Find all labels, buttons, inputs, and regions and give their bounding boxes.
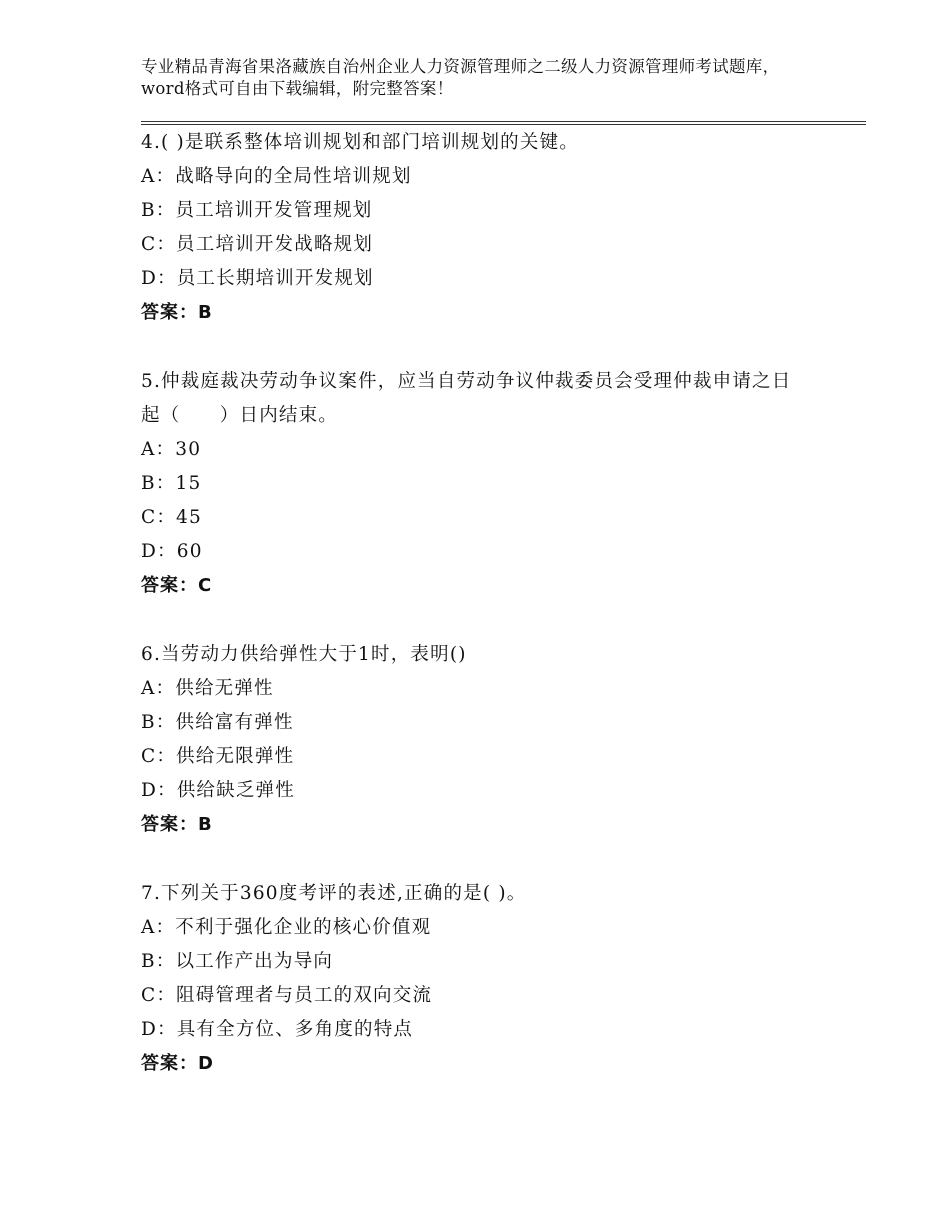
- answer-label: 答案：C: [141, 575, 213, 596]
- option-d: D：具有全方位、多角度的特点: [141, 1019, 414, 1040]
- option-b: B：15: [141, 473, 202, 494]
- option-b: B：员工培训开发管理规划: [141, 200, 373, 221]
- question-7: [141, 877, 821, 1081]
- question-stem: 4.( )是联系整体培训规划和部门培训规划的关键。: [141, 132, 579, 153]
- header-divider-bottom: [141, 124, 866, 125]
- option-c: C：阻碍管理者与员工的双向交流: [141, 985, 433, 1006]
- question-5: [141, 365, 821, 603]
- option-d: D：60: [141, 541, 203, 562]
- option-a: A：供给无弹性: [141, 678, 274, 699]
- option-a: A：30: [141, 439, 202, 460]
- option-b: B：供给富有弹性: [141, 712, 294, 733]
- option-c: C：员工培训开发战略规划: [141, 234, 374, 255]
- question-6: [141, 638, 821, 842]
- question-stem: 6.当劳动力供给弹性大于1时，表明(): [141, 644, 467, 665]
- option-d: D：员工长期培训开发规划: [141, 268, 374, 289]
- option-d: D：供给缺乏弹性: [141, 780, 295, 801]
- document-header: 专业精品青海省果洛藏族自治州企业人力资源管理师之二级人力资源管理师考试题库，word格式可自由下载编辑，附完整答案！: [141, 57, 780, 98]
- answer-label: 答案：D: [141, 1053, 214, 1074]
- option-b: B：以工作产出为导向: [141, 951, 334, 972]
- option-a: A：战略导向的全局性培训规划: [141, 166, 412, 187]
- question-4: [141, 126, 821, 330]
- question-stem: 5.仲裁庭裁决劳动争议案件，应当自劳动争议仲裁委员会受理仲裁申请之日起（ ）日内结束。: [141, 371, 792, 426]
- question-stem: 7.下列关于360度考评的表述,正确的是( )。: [141, 883, 527, 904]
- answer-label: 答案：B: [141, 814, 213, 835]
- answer-label: 答案：B: [141, 302, 213, 323]
- option-a: A：不利于强化企业的核心价值观: [141, 917, 432, 938]
- option-c: C：供给无限弹性: [141, 746, 295, 767]
- header-divider-top: [141, 121, 866, 122]
- option-c: C：45: [141, 507, 202, 528]
